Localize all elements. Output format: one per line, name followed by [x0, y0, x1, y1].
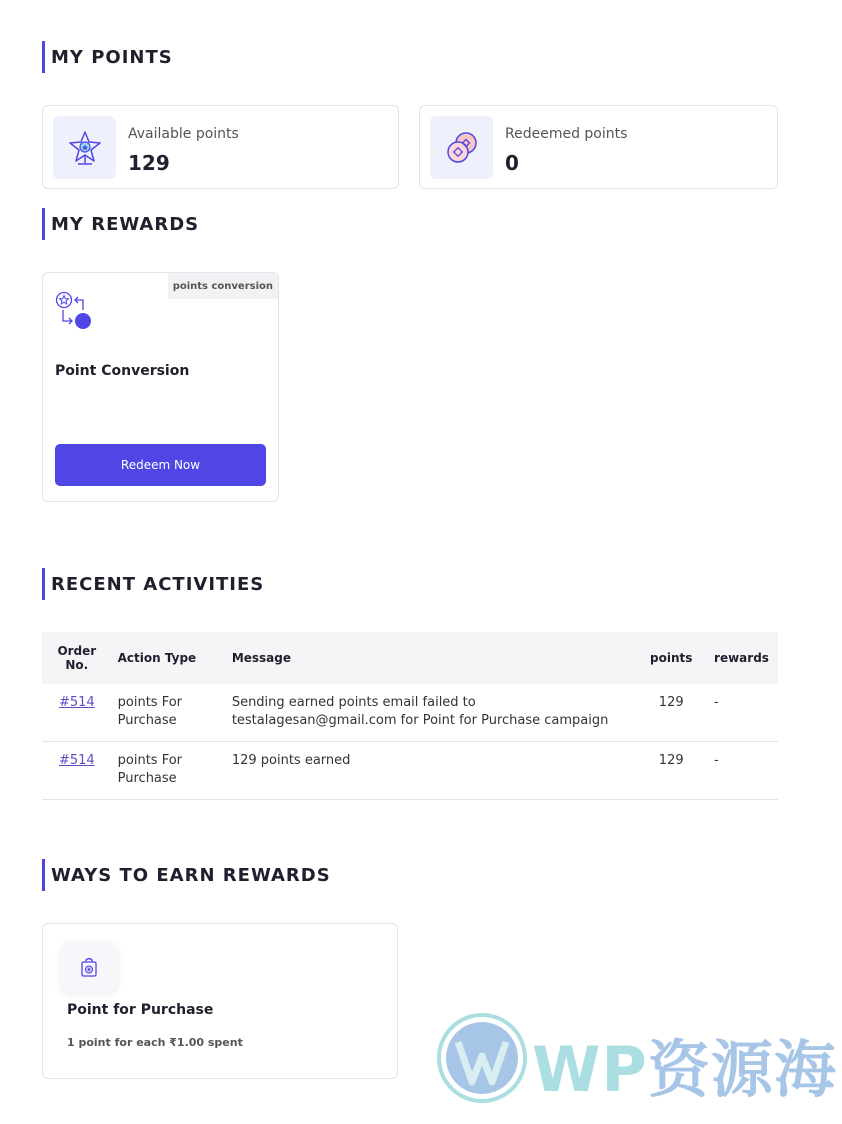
rewards-cell: -: [708, 742, 778, 800]
header-rewards: rewards: [708, 632, 778, 684]
table-header-row: [42, 632, 778, 684]
message-cell: Sending earned points email failed to testalagesan@gmail.com for Point for Purchase campaign: [226, 684, 635, 742]
shopping-bag-icon: [61, 942, 117, 992]
rewards-cell: -: [708, 684, 778, 742]
redeemed-points-value: 0: [505, 151, 519, 175]
earn-description: 1 point for each ₹1.00 spent: [67, 1036, 243, 1049]
header-message: Message: [226, 632, 635, 684]
points-cell: 129: [634, 742, 708, 800]
available-points-label: Available points: [128, 126, 239, 142]
message-cell: 129 points earned: [226, 742, 635, 800]
activities-table: [42, 632, 778, 800]
watermark-latin: WP: [532, 1033, 648, 1106]
available-points-value: 129: [128, 151, 170, 175]
table-row: [42, 742, 778, 800]
action-type-cell: points For Purchase: [112, 684, 226, 742]
order-link[interactable]: #514: [58, 695, 95, 710]
watermark-cjk: 资源海: [647, 1033, 837, 1106]
my-rewards-heading: MY REWARDS: [42, 208, 199, 240]
header-points: points: [634, 632, 708, 684]
action-type-cell: points For Purchase: [112, 742, 226, 800]
earn-title: Point for Purchase: [67, 1002, 214, 1018]
recent-activities-heading: RECENT ACTIVITIES: [42, 568, 264, 600]
watermark-logo: [436, 1010, 837, 1106]
reward-card-point-conversion: [42, 272, 279, 502]
header-order-no: Order No.: [42, 632, 112, 684]
conversion-icon: [55, 291, 93, 331]
my-points-heading: MY POINTS: [42, 41, 173, 73]
earn-card-point-for-purchase: [42, 923, 398, 1079]
redeemed-points-card: [419, 105, 778, 189]
ways-to-earn-heading: WAYS TO EARN REWARDS: [42, 859, 331, 891]
table-row: [42, 684, 778, 742]
order-link[interactable]: #514: [58, 753, 95, 768]
available-points-card: [42, 105, 399, 189]
coins-icon: [430, 116, 493, 179]
points-cell: 129: [634, 684, 708, 742]
reward-title: Point Conversion: [55, 363, 190, 379]
reward-tag: points conversion: [168, 273, 278, 299]
redeemed-points-label: Redeemed points: [505, 126, 628, 142]
header-action-type: Action Type: [112, 632, 226, 684]
wordpress-logo-icon: [436, 1012, 528, 1104]
redeem-now-button[interactable]: Redeem Now: [55, 444, 266, 486]
trophy-icon: [53, 116, 116, 179]
